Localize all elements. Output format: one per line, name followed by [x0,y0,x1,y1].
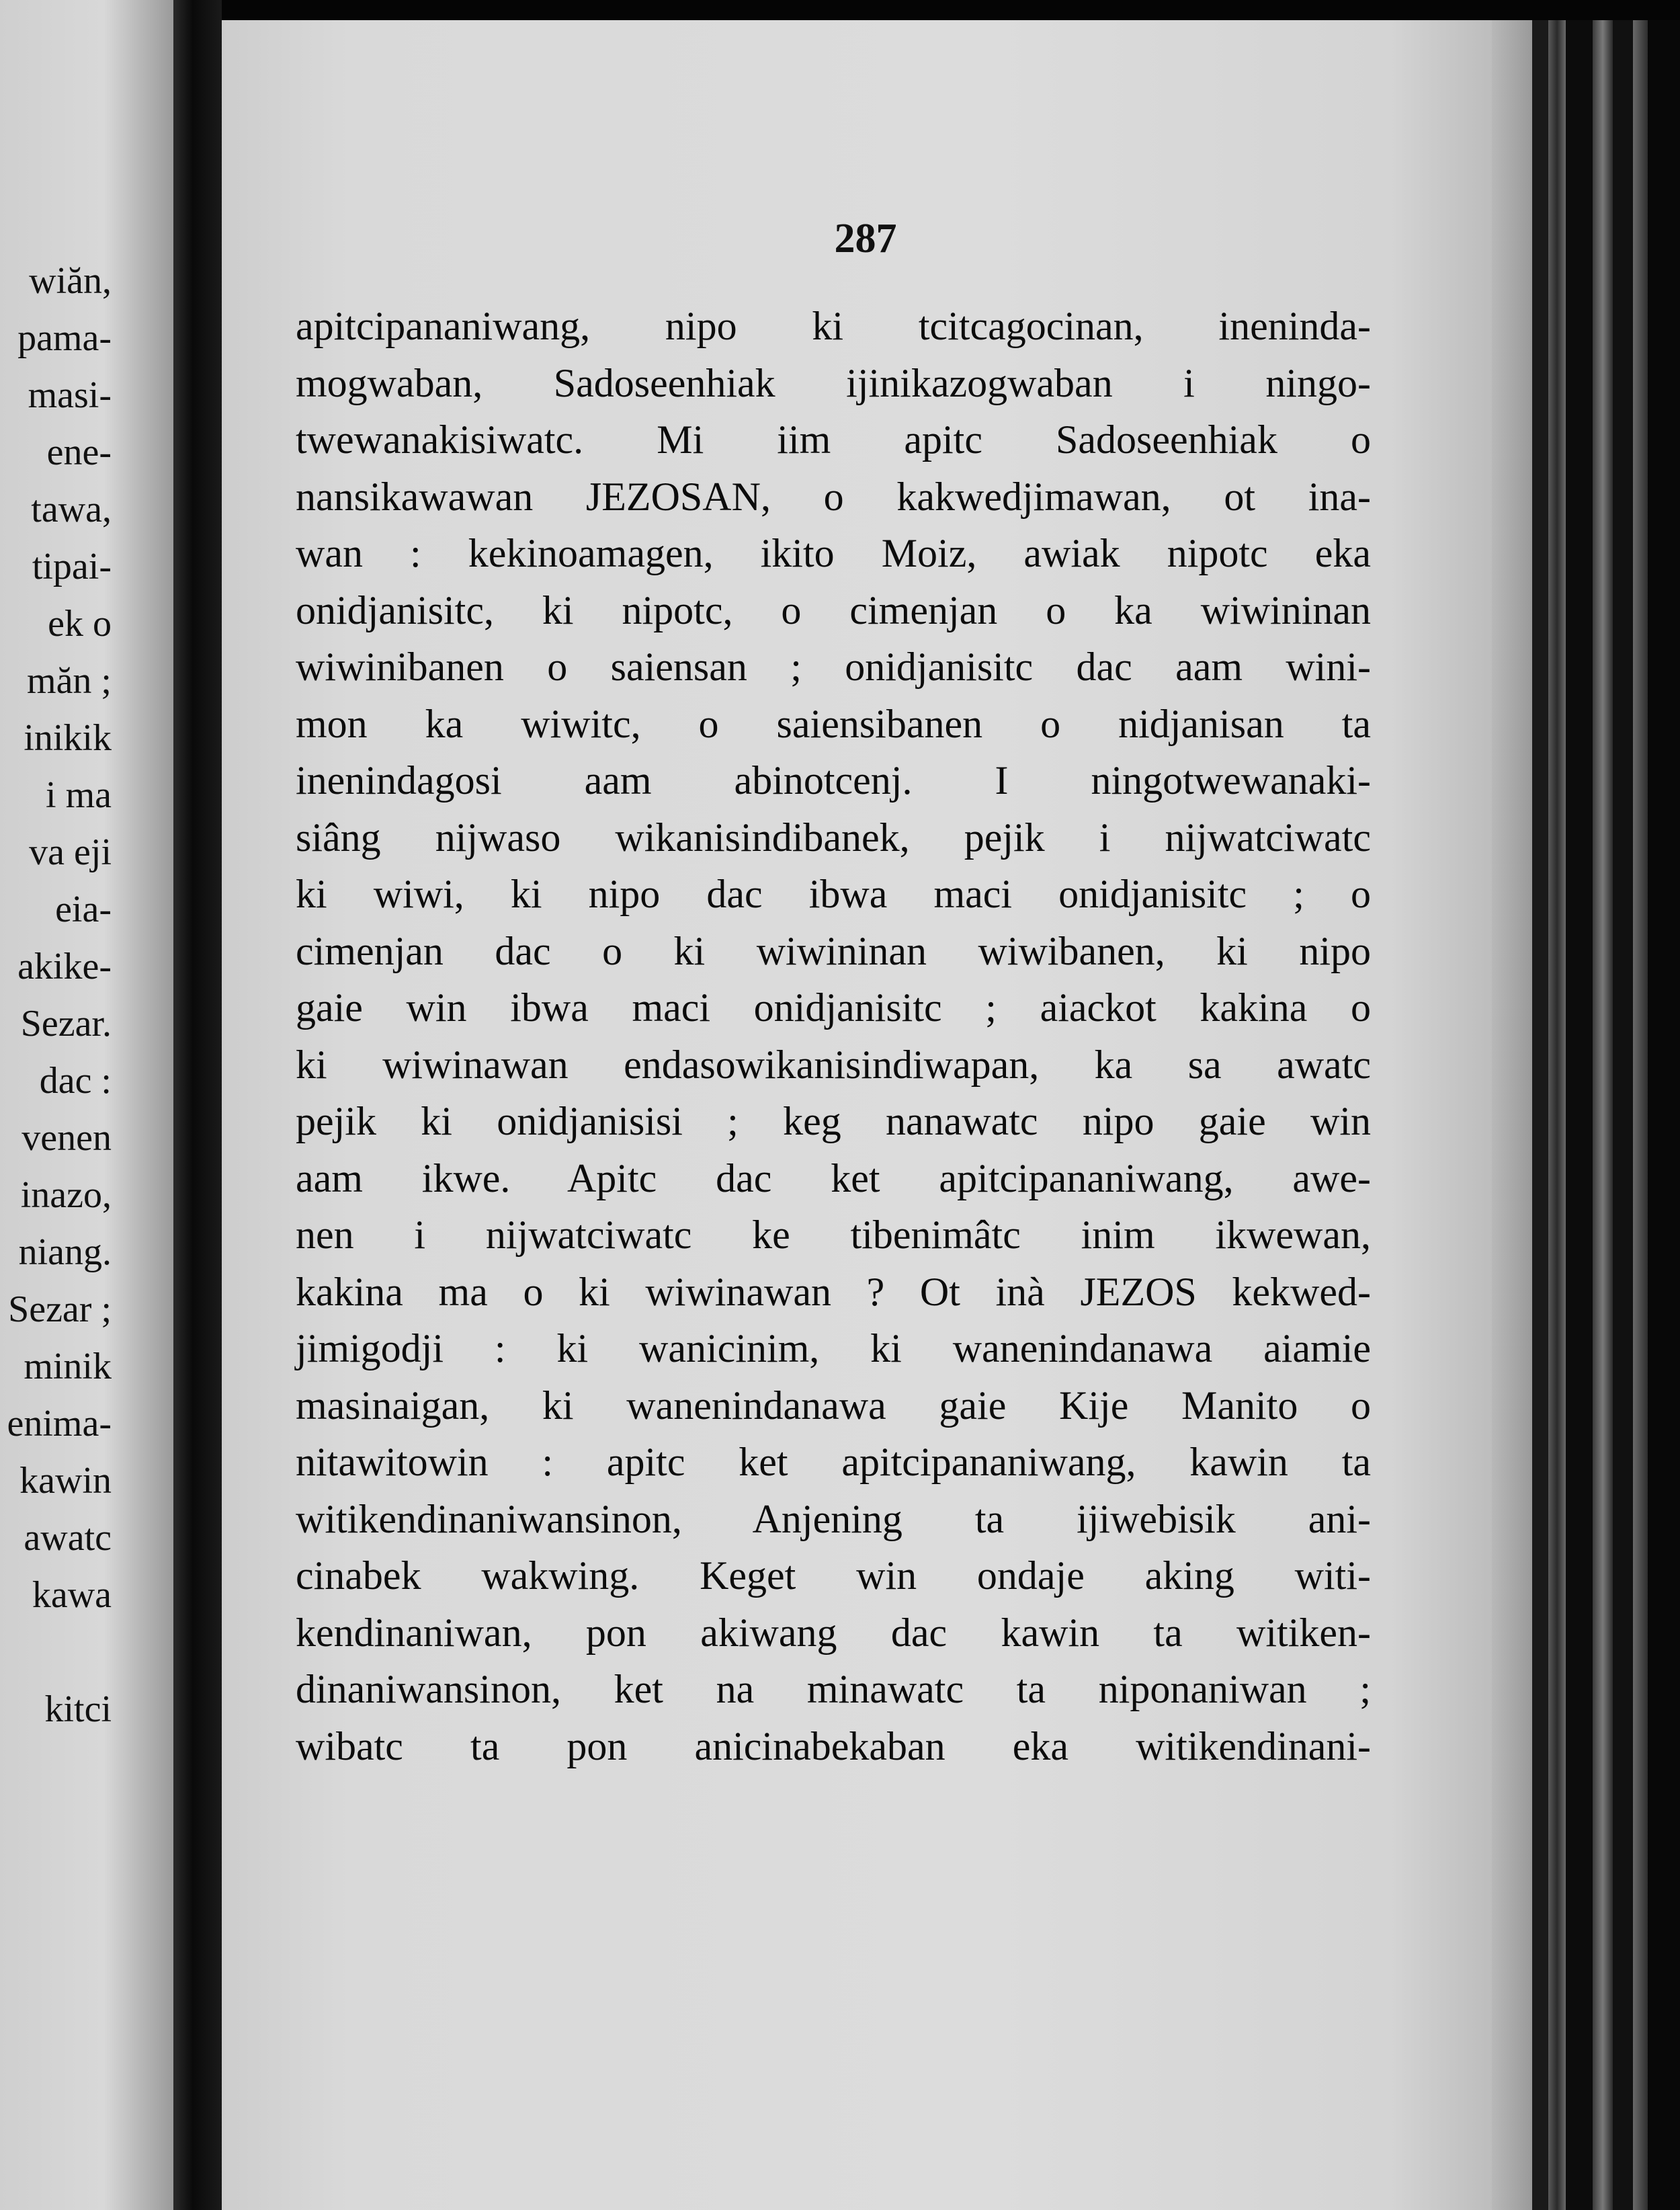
page-edge-dark-4 [1648,20,1680,2210]
left-page-line: eia- [55,889,112,930]
body-line: wan : kekinoamagen, ikito Moiz, awiak nipotc eka [296,531,1371,575]
page-edge-dark-1 [1532,20,1548,2210]
left-page-line: awatc [24,1517,112,1559]
left-page-line: inikik [24,717,112,759]
body-line: onidjanisitc, ki nipotc, o cimenjan o ka wiwininan [296,588,1371,632]
body-line: masinaigan, ki wanenindanawa gaie Kije Manito o [296,1383,1371,1428]
body-line: nen i nijwatciwatc ke tibenimâtc inim ikwewan, [296,1213,1371,1257]
left-page-line: măn ; [27,660,112,702]
left-page-line: dac : [39,1060,112,1102]
left-page-line: Sezar ; [8,1288,112,1330]
page-edge-dark-2 [1566,20,1593,2210]
left-page-line: wiăn, [29,260,112,302]
left-page-line: ek o [48,603,112,645]
body-line: apitcipananiwang, nipo ki tcitcagocinan, ineninda- [296,304,1371,348]
body-line: nansikawawan JEZOSAN, o kakwedjimawan, ot ina- [296,475,1371,519]
left-page-line: enima- [7,1403,112,1444]
body-line: gaie win ibwa maci onidjanisitc ; aiackot kakina o [296,985,1371,1030]
body-line: witikendinaniwansinon, Anjening ta ijiwebisik ani- [296,1497,1371,1541]
page-edge-stripe-1 [1548,20,1566,2210]
left-page-line: pama- [17,317,112,359]
body-line: nitawitowin : apitc ket apitcipananiwang, kawin ta [296,1440,1371,1484]
body-line: cimenjan dac o ki wiwininan wiwibanen, ki nipo [296,929,1371,973]
left-page-line: kitci [44,1688,112,1730]
body-line: ki wiwi, ki nipo dac ibwa maci onidjanisitc ; o [296,872,1371,916]
body-line: pejik ki onidjanisisi ; keg nanawatc nipo gaie win [296,1099,1371,1143]
body-line: twewanakisiwatc. Mi iim apitc Sadoseenhiak o [296,417,1371,462]
body-line: dinaniwansinon, ket na minawatc ta niponaniwan ; [296,1667,1371,1711]
page-edge-stripe-3 [1633,20,1648,2210]
body-line: jimigodji : ki wanicinim, ki wanenindanawa aiamie [296,1326,1371,1370]
left-page-line: Sezar. [20,1003,112,1045]
left-page-line: akike- [17,946,112,987]
left-page-line: va eji [29,831,112,873]
left-page-line: kawin [19,1460,112,1502]
body-line: inenindagosi aam abinotcenj. I ningotwewanaki- [296,758,1371,803]
page-edge-stripe-2 [1593,20,1613,2210]
left-page-line: tipai- [32,546,112,587]
main-page [222,20,1492,2210]
left-page-line: inazo, [20,1174,112,1216]
page-edge-dark-3 [1613,20,1633,2210]
body-line: siâng nijwaso wikanisindibanek, pejik i nijwatciwatc [296,815,1371,860]
left-adjacent-page [0,0,173,2210]
page-edge-light [1492,20,1532,2210]
left-page-line: i ma [46,774,112,816]
left-page-line: ene- [46,432,112,473]
left-page-line: masi- [28,374,112,416]
left-page-line: minik [24,1346,112,1387]
left-page-line: kawa [32,1574,112,1616]
body-line: ki wiwinawan endasowikanisindiwapan, ka sa awatc [296,1042,1371,1087]
body-line: mon ka wiwitc, o saiensibanen o nidjanisan ta [296,702,1371,746]
left-page-line: niang. [18,1231,112,1273]
page-number: 287 [834,216,897,261]
left-page-line: venen [22,1117,112,1159]
book-gutter [173,0,222,2210]
body-line: mogwaban, Sadoseenhiak ijinikazogwaban i ningo- [296,361,1371,405]
body-line: cinabek wakwing. Keget win ondaje aking witi- [296,1553,1371,1598]
body-line: wiwinibanen o saiensan ; onidjanisitc dac aam wini- [296,645,1371,689]
left-page-line: tawa, [31,489,112,530]
body-line: kendinaniwan, pon akiwang dac kawin ta witiken- [296,1610,1371,1655]
body-line: wibatc ta pon anicinabekaban eka witikendinani- [296,1724,1371,1768]
body-line: aam ikwe. Apitc dac ket apitcipananiwang, awe- [296,1156,1371,1200]
body-line: kakina ma o ki wiwinawan ? Ot inà JEZOS kekwed- [296,1270,1371,1314]
